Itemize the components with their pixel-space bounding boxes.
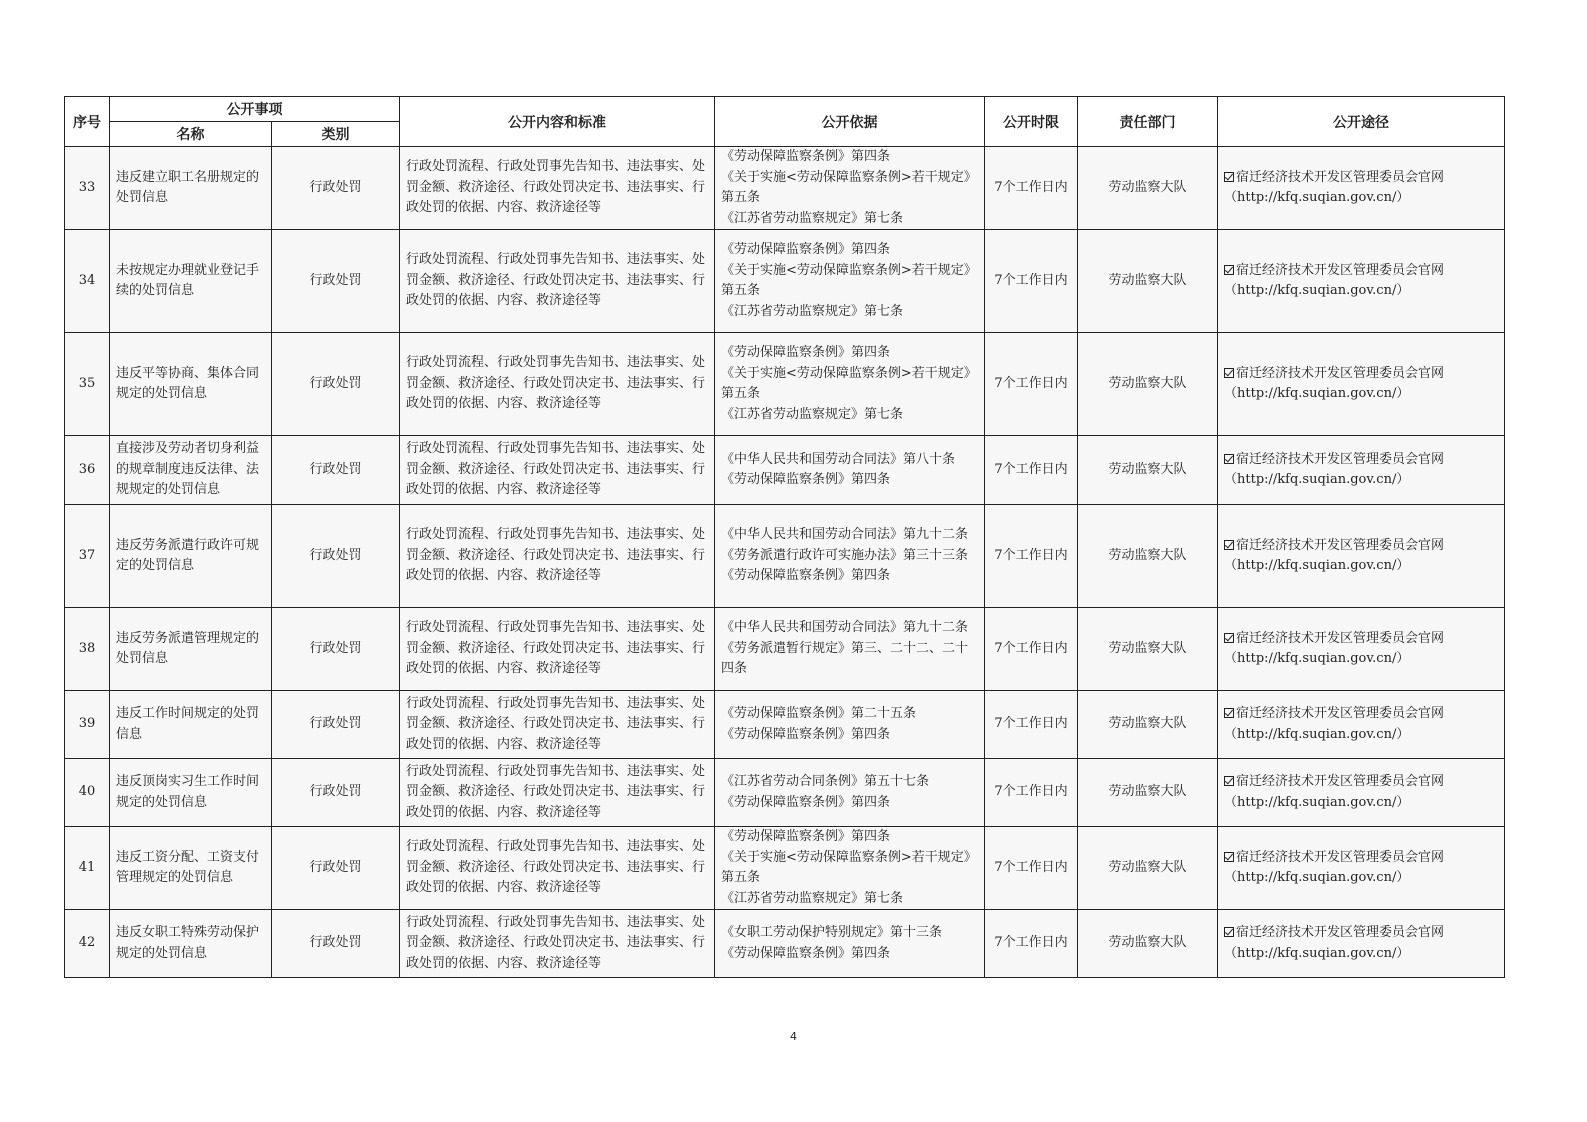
row-basis	[715, 759, 985, 827]
row-content: 行政处罚流程、行政处罚事先告知书、违法事实、处罚金额、救济途径、行政处罚决定书、违法事实、行政处罚的依据、内容、救济途径等	[400, 436, 715, 505]
row-time-limit: 7个工作日内	[985, 230, 1078, 333]
basis-line: 《江苏省劳动监察规定》第七条	[721, 210, 904, 226]
header-time-limit: 公开时限	[985, 97, 1078, 147]
row-time-limit: 7个工作日内	[985, 505, 1078, 608]
header-basis: 公开依据	[715, 97, 985, 147]
basis-line: 《中华人民共和国劳动合同法》第九十二条	[721, 620, 969, 636]
basis-line: 《女职工劳动保护特别规定》第十三条	[721, 925, 943, 940]
basis-line: 《劳动保障监察条例》第四条	[721, 568, 891, 584]
row-name: 违反劳务派遣行政许可规定的处罚信息	[110, 505, 272, 608]
basis-line: 《劳动保障监察条例》第二十五条	[721, 706, 917, 721]
channel-name: 宿迁经济技术开发区管理委员会官网	[1236, 365, 1445, 381]
row-category: 行政处罚	[272, 333, 400, 436]
basis-line: 《劳动保障监察条例》第四条	[721, 242, 891, 257]
row-time-limit: 7个工作日内	[985, 691, 1078, 759]
row-name: 违反女职工特殊劳动保护规定的处罚信息	[110, 910, 272, 978]
row-basis	[715, 827, 985, 910]
row-content: 行政处罚流程、行政处罚事先告知书、违法事实、处罚金额、救济途径、行政处罚决定书、违法事实、行政处罚的依据、内容、救济途径等	[400, 230, 715, 333]
row-time-limit: 7个工作日内	[985, 759, 1078, 827]
table-row	[65, 827, 1505, 910]
row-time-limit: 7个工作日内	[985, 827, 1078, 910]
row-basis	[715, 436, 985, 505]
basis-line: 《江苏省劳动监察规定》第七条	[721, 890, 904, 906]
row-category: 行政处罚	[272, 608, 400, 691]
table-body	[65, 147, 1505, 978]
channel-url: （http://kfq.suqian.gov.cn/）	[1224, 472, 1410, 487]
table-row	[65, 230, 1505, 333]
basis-line: 《劳务派遣暂行规定》第三、二十二、二十四条	[721, 640, 969, 677]
row-seq: 33	[65, 147, 110, 230]
row-seq: 40	[65, 759, 110, 827]
header-name: 名称	[110, 122, 272, 147]
disclosure-table	[64, 96, 1505, 978]
channel-line	[1224, 536, 1498, 557]
row-channel	[1218, 230, 1505, 333]
channel-url: （http://kfq.suqian.gov.cn/）	[1224, 870, 1410, 885]
basis-line: 《劳动保障监察条例》第四条	[721, 149, 891, 164]
row-department: 劳动监察大队	[1078, 333, 1218, 436]
checkbox-checked-icon	[1224, 776, 1234, 786]
row-name: 违反劳务派遣管理规定的处罚信息	[110, 608, 272, 691]
page-number: 4	[790, 1030, 797, 1043]
checkbox-checked-icon	[1224, 852, 1234, 862]
basis-line: 《江苏省劳动合同条例》第五十七条	[721, 774, 930, 789]
channel-name: 宿迁经济技术开发区管理委员会官网	[1236, 537, 1445, 553]
basis-line: 《中华人民共和国劳动合同法》第八十条	[721, 451, 956, 467]
row-basis	[715, 147, 985, 230]
channel-url: （http://kfq.suqian.gov.cn/）	[1224, 794, 1410, 810]
table-row	[65, 147, 1505, 230]
row-seq: 34	[65, 230, 110, 333]
row-content: 行政处罚流程、行政处罚事先告知书、违法事实、处罚金额、救济途径、行政处罚决定书、违法事实、行政处罚的依据、内容、救济途径等	[400, 505, 715, 608]
channel-line	[1224, 704, 1498, 725]
channel-url: （http://kfq.suqian.gov.cn/）	[1224, 190, 1410, 205]
table-header	[65, 97, 1505, 147]
basis-line: 《劳动保障监察条例》第四条	[721, 945, 891, 961]
checkbox-checked-icon	[1224, 927, 1234, 937]
basis-line: 《关于实施<劳动保障监察条例>若干规定》第五条	[721, 169, 977, 205]
basis-line: 《劳动保障监察条例》第四条	[721, 345, 891, 360]
row-category: 行政处罚	[272, 759, 400, 827]
checkbox-checked-icon	[1224, 540, 1234, 550]
basis-line: 《劳动保障监察条例》第四条	[721, 794, 891, 810]
row-category: 行政处罚	[272, 230, 400, 333]
channel-url: （http://kfq.suqian.gov.cn/）	[1224, 558, 1410, 573]
header-category: 类别	[272, 122, 400, 147]
basis-line: 《劳动保障监察条例》第四条	[721, 726, 891, 742]
row-category: 行政处罚	[272, 505, 400, 608]
row-seq: 41	[65, 827, 110, 910]
channel-line	[1224, 848, 1498, 869]
row-department: 劳动监察大队	[1078, 691, 1218, 759]
row-name: 违反工资分配、工资支付管理规定的处罚信息	[110, 827, 272, 910]
row-time-limit: 7个工作日内	[985, 333, 1078, 436]
row-department: 劳动监察大队	[1078, 910, 1218, 978]
row-channel	[1218, 827, 1505, 910]
row-content: 行政处罚流程、行政处罚事先告知书、违法事实、处罚金额、救济途径、行政处罚决定书、违法事实、行政处罚的依据、内容、救济途径等	[400, 147, 715, 230]
row-time-limit: 7个工作日内	[985, 436, 1078, 505]
row-content: 行政处罚流程、行政处罚事先告知书、违法事实、处罚金额、救济途径、行政处罚决定书、违法事实、行政处罚的依据、内容、救济途径等	[400, 759, 715, 827]
channel-name: 宿迁经济技术开发区管理委员会官网	[1236, 262, 1445, 278]
row-name: 直接涉及劳动者切身利益的规章制度违反法律、法规规定的处罚信息	[110, 436, 272, 505]
row-department: 劳动监察大队	[1078, 608, 1218, 691]
channel-line	[1224, 168, 1498, 189]
row-time-limit: 7个工作日内	[985, 910, 1078, 978]
row-name: 违反建立职工名册规定的处罚信息	[110, 147, 272, 230]
row-name: 违反顶岗实习生工作时间规定的处罚信息	[110, 759, 272, 827]
header-department: 责任部门	[1078, 97, 1218, 147]
channel-name: 宿迁经济技术开发区管理委员会官网	[1236, 849, 1445, 865]
row-category: 行政处罚	[272, 436, 400, 505]
checkbox-checked-icon	[1224, 265, 1234, 275]
checkbox-checked-icon	[1224, 172, 1234, 182]
channel-url: （http://kfq.suqian.gov.cn/）	[1224, 945, 1410, 961]
row-basis	[715, 230, 985, 333]
row-content: 行政处罚流程、行政处罚事先告知书、违法事实、处罚金额、救济途径、行政处罚决定书、违法事实、行政处罚的依据、内容、救济途径等	[400, 691, 715, 759]
row-department: 劳动监察大队	[1078, 436, 1218, 505]
basis-line: 《关于实施<劳动保障监察条例>若干规定》第五条	[721, 262, 977, 298]
row-department: 劳动监察大队	[1078, 230, 1218, 333]
row-content: 行政处罚流程、行政处罚事先告知书、违法事实、处罚金额、救济途径、行政处罚决定书、违法事实、行政处罚的依据、内容、救济途径等	[400, 827, 715, 910]
row-department: 劳动监察大队	[1078, 759, 1218, 827]
row-seq: 42	[65, 910, 110, 978]
basis-line: 《劳动保障监察条例》第四条	[721, 829, 891, 844]
header-matter: 公开事项	[110, 97, 400, 122]
row-basis	[715, 333, 985, 436]
row-content: 行政处罚流程、行政处罚事先告知书、违法事实、处罚金额、救济途径、行政处罚决定书、违法事实、行政处罚的依据、内容、救济途径等	[400, 608, 715, 691]
table-row	[65, 505, 1505, 608]
channel-name: 宿迁经济技术开发区管理委员会官网	[1236, 630, 1445, 646]
checkbox-checked-icon	[1224, 708, 1234, 718]
checkbox-checked-icon	[1224, 633, 1234, 643]
basis-line: 《江苏省劳动监察规定》第七条	[721, 303, 904, 319]
checkbox-checked-icon	[1224, 368, 1234, 378]
channel-url: （http://kfq.suqian.gov.cn/）	[1224, 651, 1410, 666]
row-name: 未按规定办理就业登记手续的处罚信息	[110, 230, 272, 333]
basis-line: 《关于实施<劳动保障监察条例>若干规定》第五条	[721, 365, 977, 401]
table-row	[65, 910, 1505, 978]
row-time-limit: 7个工作日内	[985, 608, 1078, 691]
row-department: 劳动监察大队	[1078, 147, 1218, 230]
header-channel: 公开途径	[1218, 97, 1505, 147]
row-department: 劳动监察大队	[1078, 505, 1218, 608]
header-content: 公开内容和标准	[400, 97, 715, 147]
channel-name: 宿迁经济技术开发区管理委员会官网	[1236, 925, 1445, 940]
channel-line	[1224, 923, 1498, 944]
row-category: 行政处罚	[272, 827, 400, 910]
basis-line: 《中华人民共和国劳动合同法》第九十二条	[721, 527, 969, 543]
table-row	[65, 691, 1505, 759]
channel-name: 宿迁经济技术开发区管理委员会官网	[1236, 706, 1445, 721]
row-channel	[1218, 608, 1505, 691]
channel-line	[1224, 629, 1498, 650]
basis-line: 《劳务派遣行政许可实施办法》第三十三条	[721, 547, 969, 563]
row-content: 行政处罚流程、行政处罚事先告知书、违法事实、处罚金额、救济途径、行政处罚决定书、违法事实、行政处罚的依据、内容、救济途径等	[400, 333, 715, 436]
row-channel	[1218, 147, 1505, 230]
channel-line	[1224, 772, 1498, 793]
row-channel	[1218, 333, 1505, 436]
row-department: 劳动监察大队	[1078, 827, 1218, 910]
row-category: 行政处罚	[272, 910, 400, 978]
row-time-limit: 7个工作日内	[985, 147, 1078, 230]
row-seq: 37	[65, 505, 110, 608]
row-channel	[1218, 691, 1505, 759]
row-content: 行政处罚流程、行政处罚事先告知书、违法事实、处罚金额、救济途径、行政处罚决定书、违法事实、行政处罚的依据、内容、救济途径等	[400, 910, 715, 978]
channel-url: （http://kfq.suqian.gov.cn/）	[1224, 386, 1410, 401]
header-seq: 序号	[65, 97, 110, 147]
checkbox-checked-icon	[1224, 454, 1234, 464]
row-basis	[715, 608, 985, 691]
basis-line: 《关于实施<劳动保障监察条例>若干规定》第五条	[721, 849, 977, 885]
channel-name: 宿迁经济技术开发区管理委员会官网	[1236, 774, 1445, 789]
row-name: 违反工作时间规定的处罚信息	[110, 691, 272, 759]
row-seq: 36	[65, 436, 110, 505]
channel-name: 宿迁经济技术开发区管理委员会官网	[1236, 169, 1445, 185]
channel-line	[1224, 261, 1498, 282]
row-seq: 38	[65, 608, 110, 691]
table-row	[65, 759, 1505, 827]
table-row	[65, 333, 1505, 436]
row-basis	[715, 910, 985, 978]
channel-name: 宿迁经济技术开发区管理委员会官网	[1236, 451, 1445, 467]
row-channel	[1218, 910, 1505, 978]
channel-url: （http://kfq.suqian.gov.cn/）	[1224, 726, 1410, 742]
row-name: 违反平等协商、集体合同规定的处罚信息	[110, 333, 272, 436]
table-row	[65, 436, 1505, 505]
row-channel	[1218, 505, 1505, 608]
row-seq: 39	[65, 691, 110, 759]
row-basis	[715, 505, 985, 608]
row-category: 行政处罚	[272, 147, 400, 230]
row-seq: 35	[65, 333, 110, 436]
row-channel	[1218, 436, 1505, 505]
channel-line	[1224, 450, 1498, 471]
channel-line	[1224, 364, 1498, 385]
channel-url: （http://kfq.suqian.gov.cn/）	[1224, 283, 1410, 298]
basis-line: 《江苏省劳动监察规定》第七条	[721, 406, 904, 422]
row-channel	[1218, 759, 1505, 827]
row-basis	[715, 691, 985, 759]
table-row	[65, 608, 1505, 691]
row-category: 行政处罚	[272, 691, 400, 759]
basis-line: 《劳动保障监察条例》第四条	[721, 472, 891, 487]
